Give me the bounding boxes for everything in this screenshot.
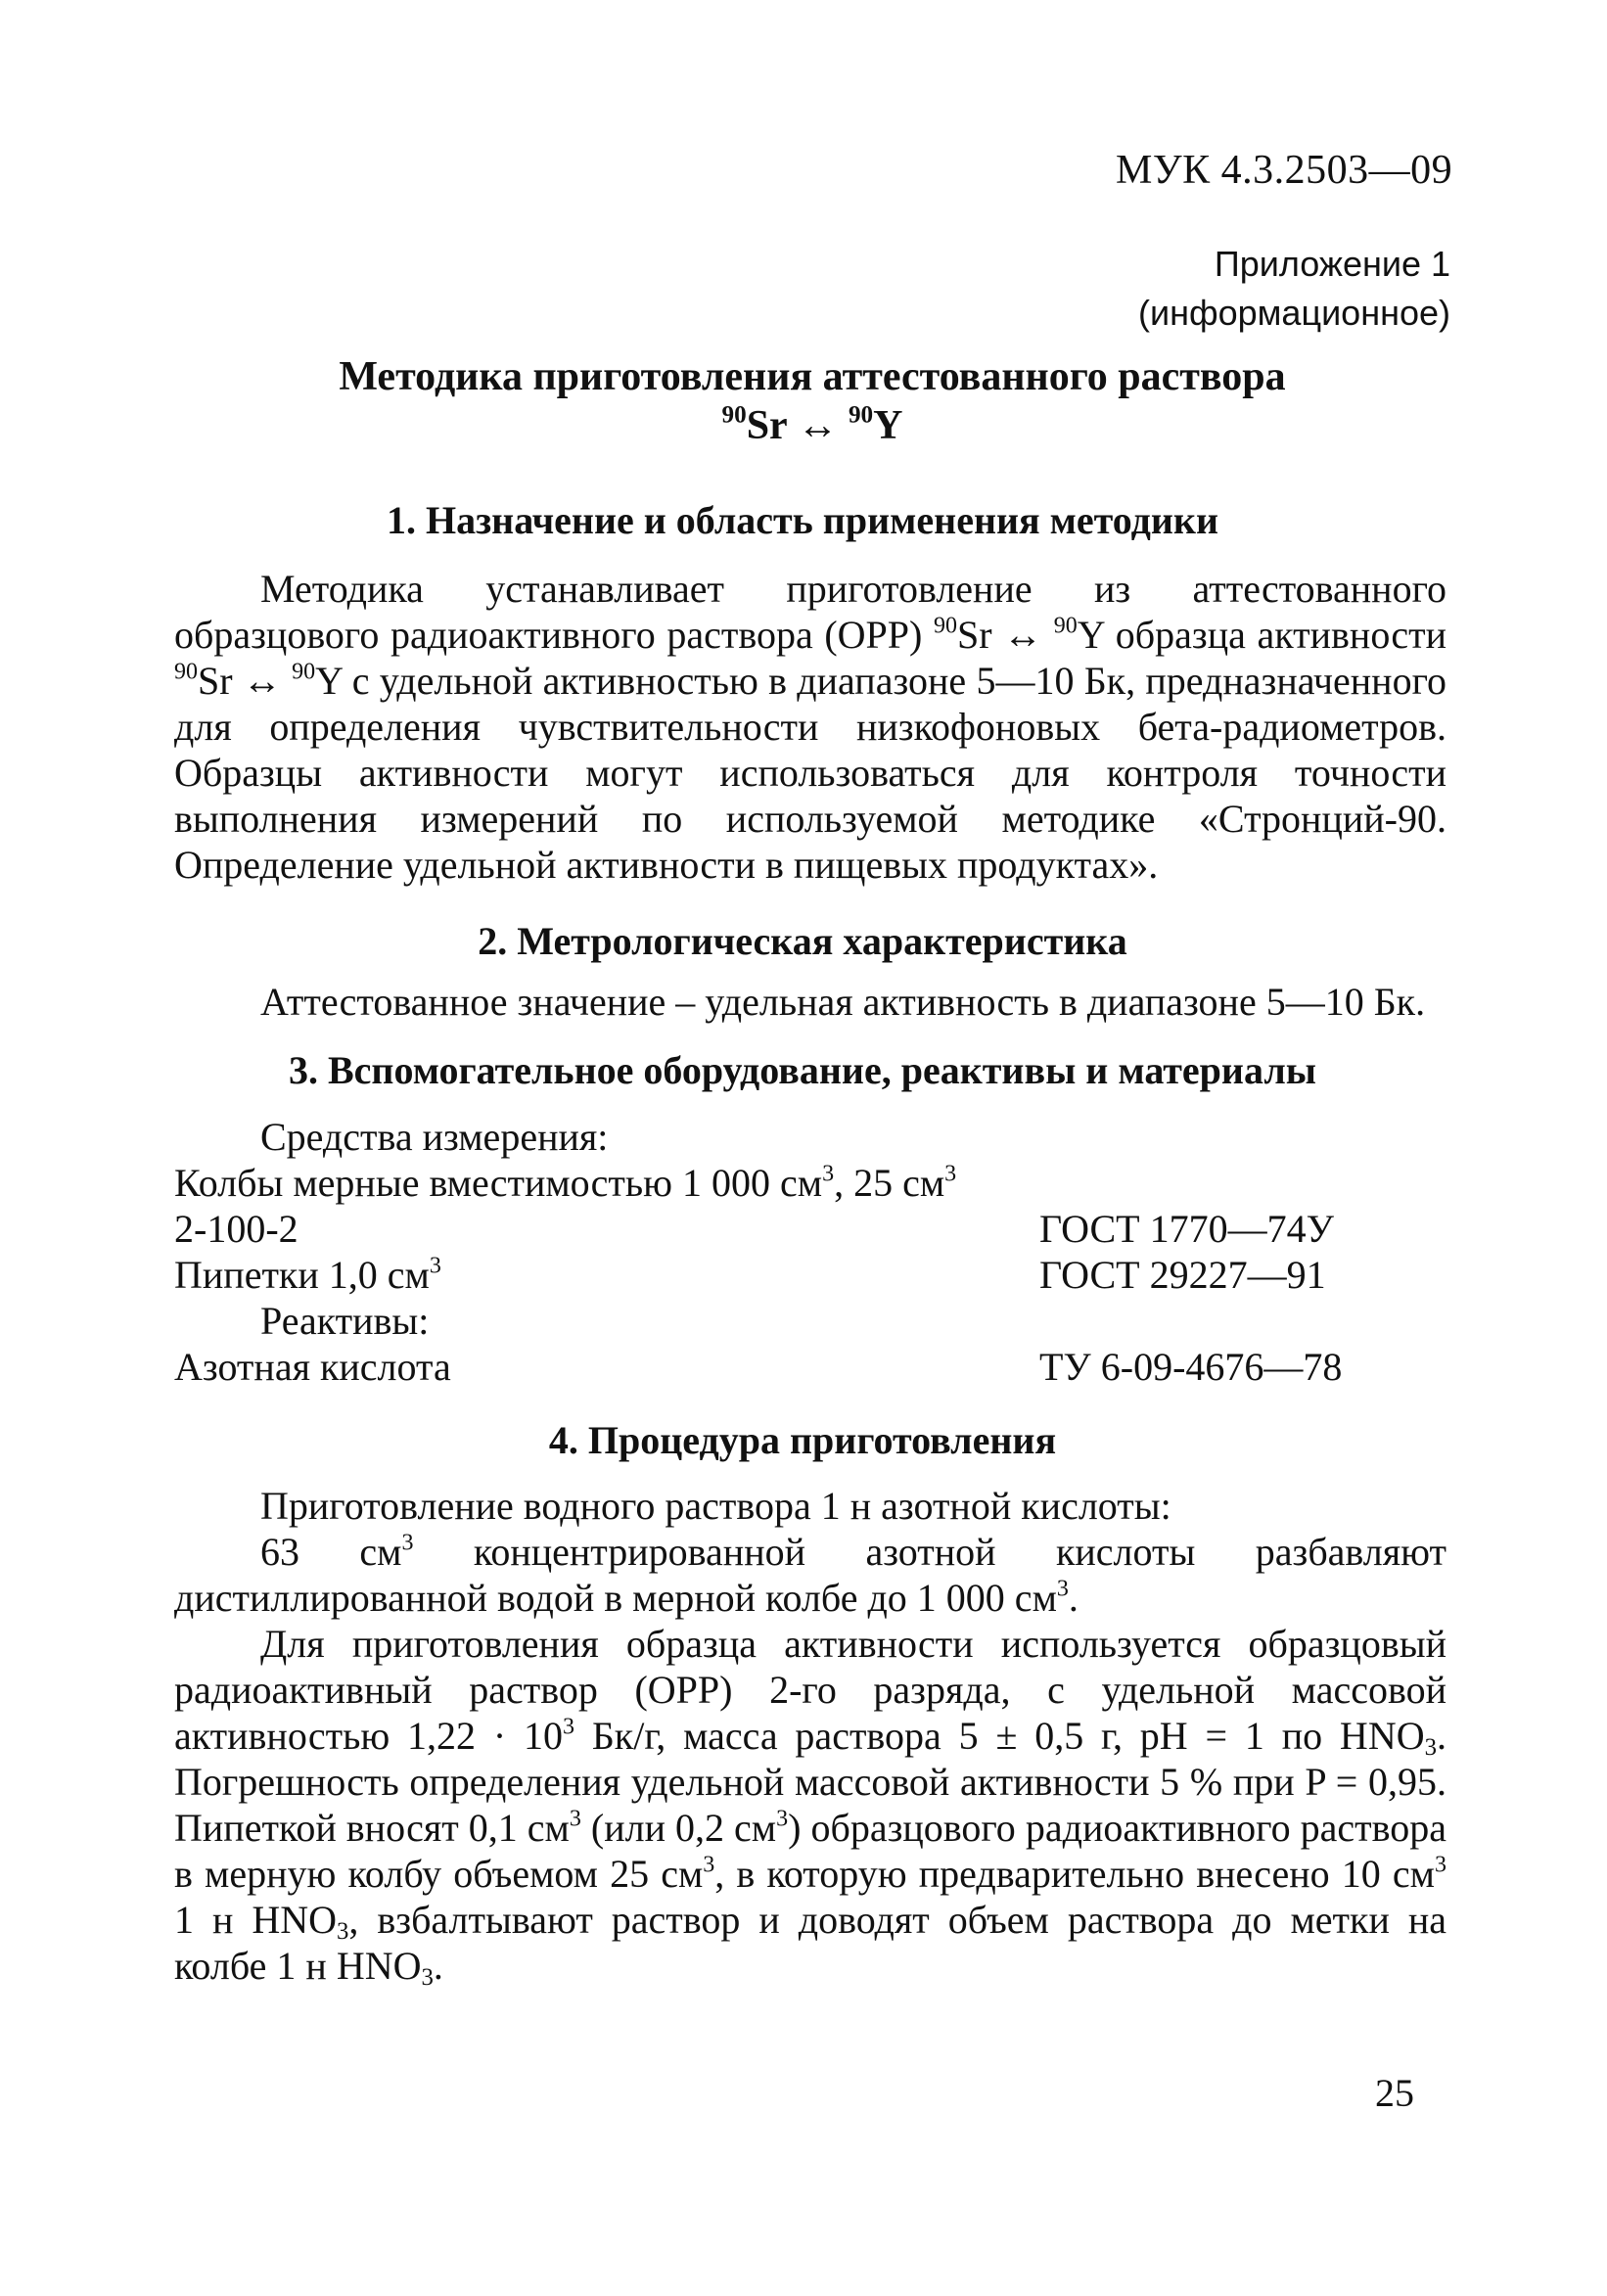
equilibrium-arrow: ↔ — [797, 403, 839, 448]
document-code: МУК 4.3.2503—09 — [1116, 148, 1453, 193]
acid-standard: ТУ 6-09-4676—78 — [1039, 1345, 1343, 1389]
flasks-item: Колбы мерные вместимостью 1 000 $см^3$, 25 $см^3$ — [174, 1161, 957, 1205]
section-3-heading: 3. Вспомогательное оборудование, реактивы и материалы — [289, 1048, 1316, 1092]
title-line: Методика приготовления аттестованного раствора — [339, 354, 1286, 399]
page-number: 25 — [1375, 2071, 1414, 2115]
section-2-heading: 2. Метрологическая характеристика — [478, 919, 1127, 963]
flasks-code: 2-100-2 — [174, 1207, 298, 1251]
pipettes-standard: ГОСТ 29227—91 — [1039, 1253, 1326, 1297]
paragraph: Для приготовления образца активности используется образцовый радиоактивный раствор (ОРР) 2-го разряда, с удельной массовой активностью $1,22 \cdot 10^3$ Бк/г, масса раствора 5 ± 0,5 г, pH = 1 по $HNO_3$. Погрешность определения удельной массовой активности 5 % при P = 0,95. Пипеткой вносят 0,1 $см^3$ (или 0,2 $см^3$) образцового радиоактивного раствора в мерную колбу объемом 25 $см^3$, в которую предварительно внесено 10 $см^3$ 1 н $HNO_3$, взбалтывают раствор и доводят объем раствора до метки на колбе 1 н $HNO_3$. — [174, 1622, 1446, 1992]
title-isotopes — [176, 401, 1448, 450]
section-1-body — [174, 566, 1446, 888]
paragraph: Методика устанавливает приготовление из аттестованного образцового радиоактивного раствора (ОРР) $^{90}$Sr ↔ $^{90}$Y образца активности $^{90}$Sr ↔ $^{90}$Y с удельной активностью в диапазоне 5—10 Бк, предназначенного для определения чувствительности низкофоновых бета-радиометров. Образцы активности могут использоваться для контроля точности выполнения измерений по используемой методике «Стронций-90. Определение удельной активности в пищевых продуктах». — [174, 567, 1446, 887]
pipettes-item: Пипетки 1,0 $см^3$ — [174, 1253, 441, 1297]
acid-item: Азотная кислота — [174, 1345, 451, 1389]
reagents-label: Реактивы: — [260, 1299, 430, 1343]
section-4-body — [174, 1483, 1446, 1992]
page-title — [176, 352, 1448, 450]
instruments-label: Средства измерения: — [260, 1115, 609, 1159]
section-2-text: Аттестованное значение – удельная активность в диапазоне 5—10 Бк. — [260, 980, 1426, 1024]
isotope-element: Sr — [746, 403, 787, 448]
section-1-heading: 1. Назначение и область применения методики — [386, 498, 1219, 542]
flasks-standard: ГОСТ 1770—74У — [1039, 1207, 1334, 1251]
appendix-type: (информационное) — [1138, 293, 1450, 333]
paragraph: 63 $см^3$ концентрированной азотной кислоты разбавляют дистиллированной водой в мерной колбе до 1 000 $см^3$. — [174, 1530, 1446, 1620]
isotope-mass: 90 — [848, 401, 874, 429]
appendix-label — [1138, 240, 1450, 338]
paragraph: Приготовление водного раствора 1 н азотной кислоты: — [260, 1484, 1171, 1528]
section-4-heading: 4. Процедура приготовления — [548, 1418, 1057, 1462]
appendix-number: Приложение 1 — [1214, 244, 1450, 284]
isotope-element: Y — [873, 403, 903, 448]
isotope-mass: 90 — [721, 401, 747, 429]
